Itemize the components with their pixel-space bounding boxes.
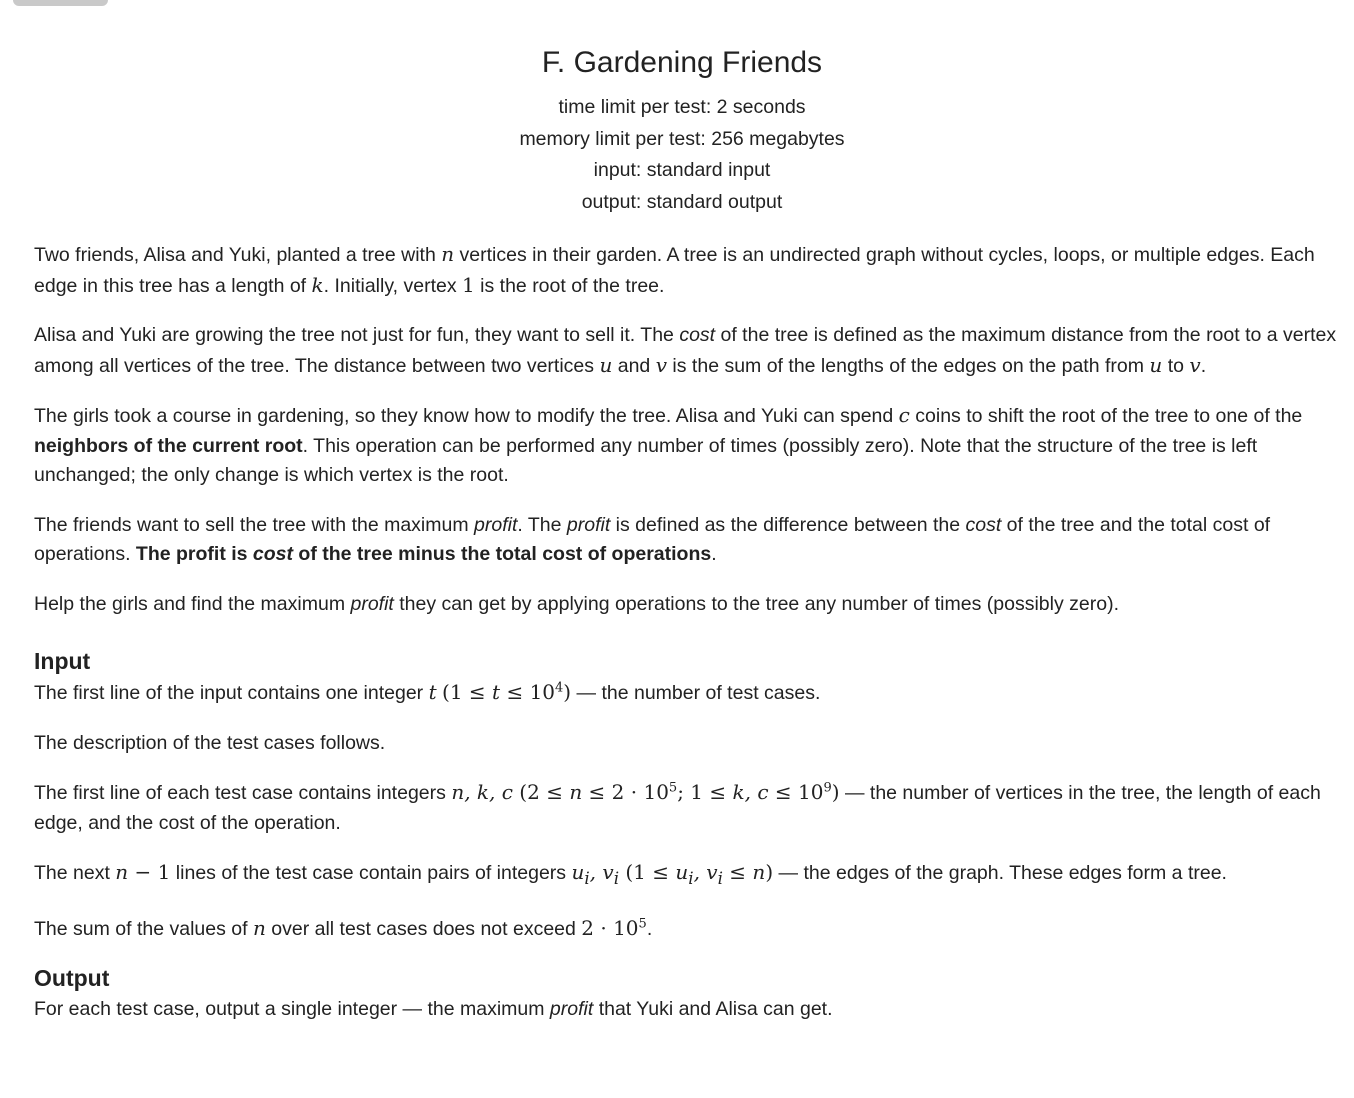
statement-paragraph-4: The friends want to sell the tree with the maximum profit. The profit is defined as the difference between the cost of the tree and the total cost of operations. The profit is cost of the tree minus the total cost of operations. bbox=[34, 513, 1271, 565]
input-section-title: Input bbox=[34, 648, 91, 674]
output-type: output: standard output bbox=[581, 191, 783, 214]
input-paragraph-2: The description of the test cases follows. bbox=[34, 731, 386, 754]
problem-statement bbox=[34, 240, 1344, 1045]
output-section-title: Output bbox=[34, 965, 110, 991]
input-paragraph-4: The next n − 1 lines of the test case contain pairs of integers $u_i$, $v_i$ ($1 \le u_i$, $v_i \le n$) — the edges of the graph. These edges form a tree. bbox=[34, 860, 1227, 888]
statement-paragraph-3: The girls took a course in gardening, so they know how to modify the tree. Alisa and Yuki can spend c coins to shift the root of the tree to one of the neighbors of the current root. This operation can be performed any number of times (possibly zero). Note that the structure of the tree is left unchanged; the only change is which vertex is the root. bbox=[34, 403, 1303, 486]
time-limit: time limit per test: 2 seconds bbox=[558, 96, 806, 118]
output-paragraph-1: For each test case, output a single integer — the maximum profit that Yuki and Alisa can get. bbox=[34, 998, 833, 1020]
memory-limit: memory limit per test: 256 megabytes bbox=[519, 127, 845, 150]
input-paragraph-3: The first line of each test case contains integers n, k, c ($2 \le n \le 2 \cdot 10^5$; 1 ≤ k, $c \le 10^9$) — the number of vertices in the tree, the length of each edge, and the cost of the operation. bbox=[34, 780, 1321, 834]
problem-title: F. Gardening Friends bbox=[541, 46, 823, 79]
statement-paragraph-1: Two friends, Alisa and Yuki, planted a tree with n vertices in their garden. A tree is an undirected graph without cycles, loops, or multiple edges. Each edge in this tree has a length of k. Initially, vertex 1 is the root of the tree. bbox=[34, 242, 1315, 297]
input-paragraph-1: The first line of the input contains one integer t $(1 \le t \le 10^4)$ — the number of test cases. bbox=[34, 680, 821, 704]
problem-header bbox=[0, 44, 1354, 219]
statement-paragraph-5: Help the girls and find the maximum profit they can get by applying operations to the tree any number of times (possibly zero). bbox=[34, 592, 1119, 615]
top-tab[interactable] bbox=[13, 0, 108, 6]
input-paragraph-5: The sum of the values of n over all test cases does not exceed $2 \cdot 10^5$. bbox=[34, 915, 653, 940]
statement-paragraph-2: Alisa and Yuki are growing the tree not just for fun, they want to sell it. The cost of the tree is defined as the maximum distance from the root to a vertex among all vertices of the tree. The distance between two vertices u and v is the sum of the lengths of the edges on the path from u to v. bbox=[34, 324, 1337, 377]
input-type: input: standard input bbox=[593, 159, 771, 182]
